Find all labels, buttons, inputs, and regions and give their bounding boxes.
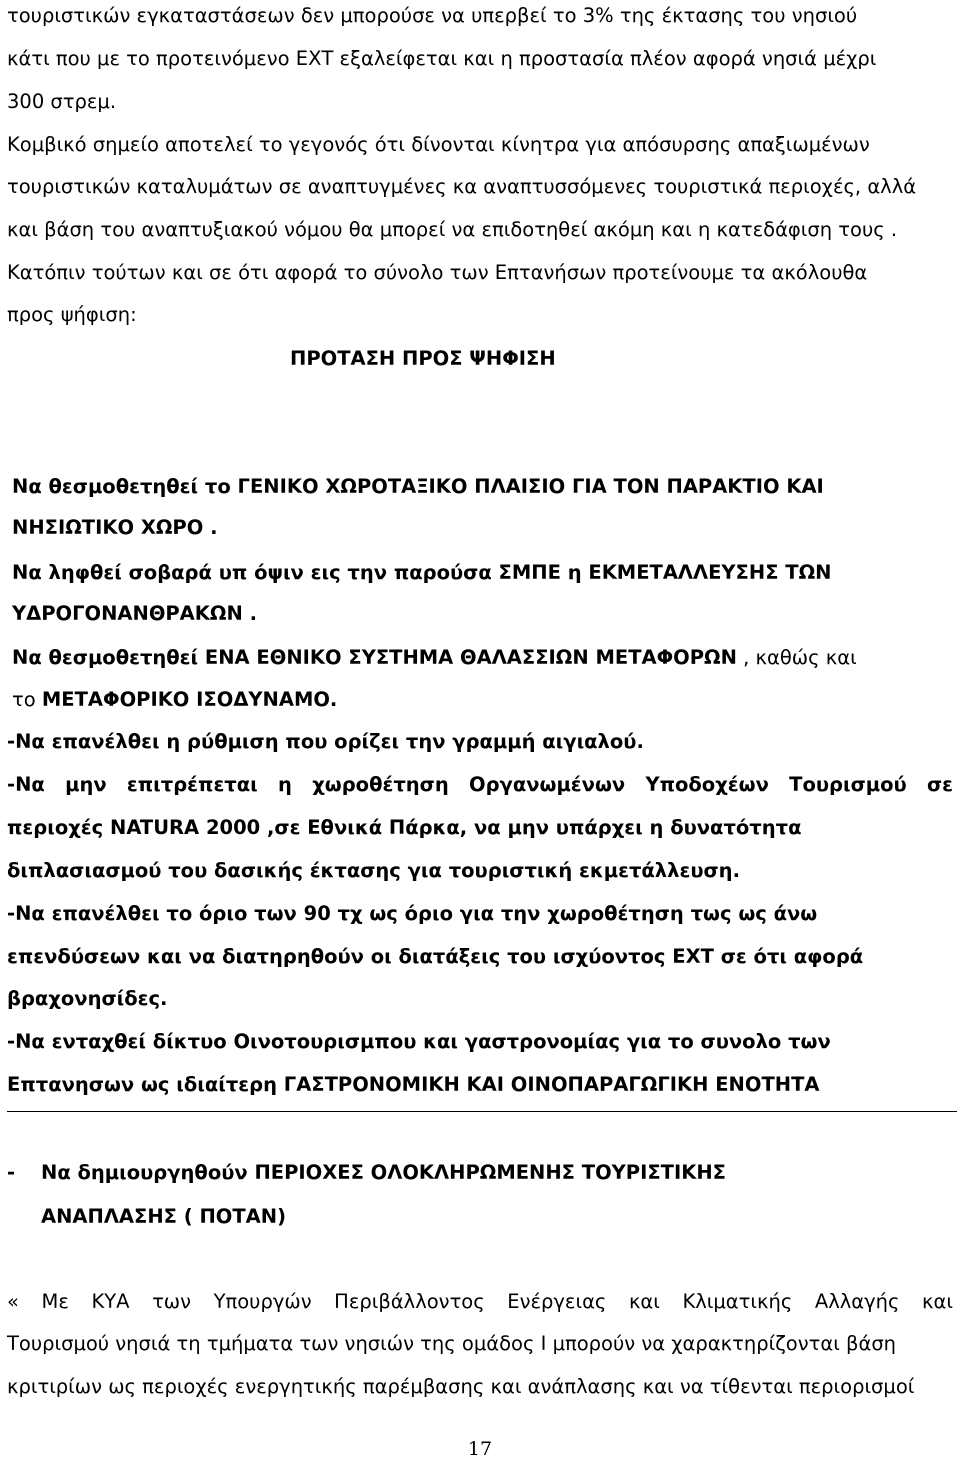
section-title: ΠΡΟΤΑΣΗ ΠΡΟΣ ΨΗΦΙΣΗ xyxy=(290,347,556,370)
proposal-item: Να ληφθεί σοβαρά υπ όψιν εις την παρούσα ΣΜΠΕ η ΕΚΜΕΤΑΛΛΕΥΣΗΣ ΤΩΝ xyxy=(12,561,832,584)
proposal-item: -Να μην επιτρέπεται η χωροθέτηση Οργανωμένων Υποδοχέων Τουρισμού σε xyxy=(7,773,953,796)
page-number: 17 xyxy=(467,1438,493,1460)
intro-line: Κατόπιν τούτων και σε ότι αφορά το σύνολο των Επτανήσων προτείνουμε τα ακόλουθα xyxy=(7,261,868,284)
poten-line: Να δημιουργηθούν ΠΕΡΙΟΧΕΣ ΟΛΟΚΛΗΡΩΜΕΝΗΣ ΤΟΥΡΙΣΤΙΚΗΣ xyxy=(41,1161,726,1184)
proposal-item: βραχονησίδες. xyxy=(7,987,168,1010)
poten-line: ΑΝΑΠΛΑΣΗΣ ( ΠΟΤΑΝ) xyxy=(41,1205,286,1228)
proposal-item: διπλασιασμού του δασικής έκτασης για τουριστική εκμετάλλευση. xyxy=(7,859,740,882)
intro-line: 300 στρεμ. xyxy=(7,90,117,113)
intro-line: προς ψήφιση: xyxy=(7,303,137,326)
proposal-item xyxy=(12,645,857,671)
intro-line: τουριστικών καταλυμάτων σε αναπτυγμένες κα αναπτυσσόμενες τουριστικά περιοχές, αλλά xyxy=(7,175,917,198)
proposal-item-normal: , καθώς και xyxy=(736,646,857,669)
section-divider xyxy=(7,1111,957,1112)
poten-dash: - xyxy=(7,1161,16,1184)
intro-line: και βάση του αναπτυξιακού νόμου θα μπορεί να επιδοτηθεί ακόμη και η κατεδάφιση τους . xyxy=(7,218,898,241)
proposal-item: -Να επανέλθει το όριο των 90 τχ ως όριο για την χωροθέτηση τως ως άνω xyxy=(7,902,818,925)
proposal-item: ΝΗΣΙΩΤΙΚΟ ΧΩΡΟ . xyxy=(12,516,218,539)
proposal-item: Να θεσμοθετηθεί το ΓΕΝΙΚΟ ΧΩΡΟΤΑΞΙΚΟ ΠΛΑΙΣΙΟ ΓΙΑ ΤΟΝ ΠΑΡΑΚΤΙΟ ΚΑΙ xyxy=(12,475,824,498)
quote-line: Τουρισμού νησιά τη τμήματα των νησιών της ομάδος Ι μπορούν να χαρακτηρίζονται βάση xyxy=(7,1332,897,1355)
proposal-item-bold: Να θεσμοθετηθεί ΕΝΑ ΕΘΝΙΚΟ ΣΥΣΤΗΜΑ ΘΑΛΑΣΣΙΩΝ ΜΕΤΑΦΟΡΩΝ xyxy=(12,646,737,669)
proposal-item-normal: το xyxy=(12,688,42,711)
proposal-item: περιοχές NATURA 2000 ,σε Εθνικά Πάρκα, να μην υπάρχει η δυνατότητα xyxy=(7,816,802,839)
proposal-item: ΥΔΡΟΓΟΝΑΝΘΡΑΚΩΝ . xyxy=(12,602,257,625)
proposal-item xyxy=(12,687,337,713)
proposal-item: -Να επανέλθει η ρύθμιση που ορίζει την γραμμή αιγιαλού. xyxy=(7,730,644,753)
intro-line: Κομβικό σημείο αποτελεί το γεγονός ότι δίνονται κίνητρα για απόσυρσης απαξιωμένων xyxy=(7,133,870,156)
proposal-item: Επτανησων ως ιδιαίτερη ΓΑΣΤΡΟΝΟΜΙΚΗ ΚΑΙ ΟΙΝΟΠΑΡΑΓΩΓΙΚΗ ΕΝΟΤΗΤΑ xyxy=(7,1073,820,1096)
quote-line: κριτιρίων ως περιοχές ενεργητικής παρέμβασης και ανάπλασης και να τίθενται περιορισμοί xyxy=(7,1375,915,1398)
proposal-item-bold: ΜΕΤΑΦΟΡΙΚΟ ΙΣΟΔΥΝΑΜΟ. xyxy=(41,688,338,711)
proposal-item: -Να ενταχθεί δίκτυο Οινοτουρισμπου και γαστρονομίας για το συνολο των xyxy=(7,1030,831,1053)
proposal-item: επενδύσεων και να διατηρηθούν οι διατάξεις του ισχύοντος ΕΧΤ σε ότι αφορά xyxy=(7,945,864,968)
quote-line: « Με ΚΥΑ των Υπουργών Περιβάλλοντος Ενέργειας και Κλιματικής Αλλαγής και xyxy=(7,1290,953,1313)
intro-line: τουριστικών εγκαταστάσεων δεν μπορούσε να υπερβεί το 3% της έκτασης του νησιού xyxy=(7,4,858,27)
intro-line: κάτι που με το προτεινόμενο ΕΧΤ εξαλείφεται και η προστασία πλέον αφορά νησιά μέχρι xyxy=(7,47,877,70)
